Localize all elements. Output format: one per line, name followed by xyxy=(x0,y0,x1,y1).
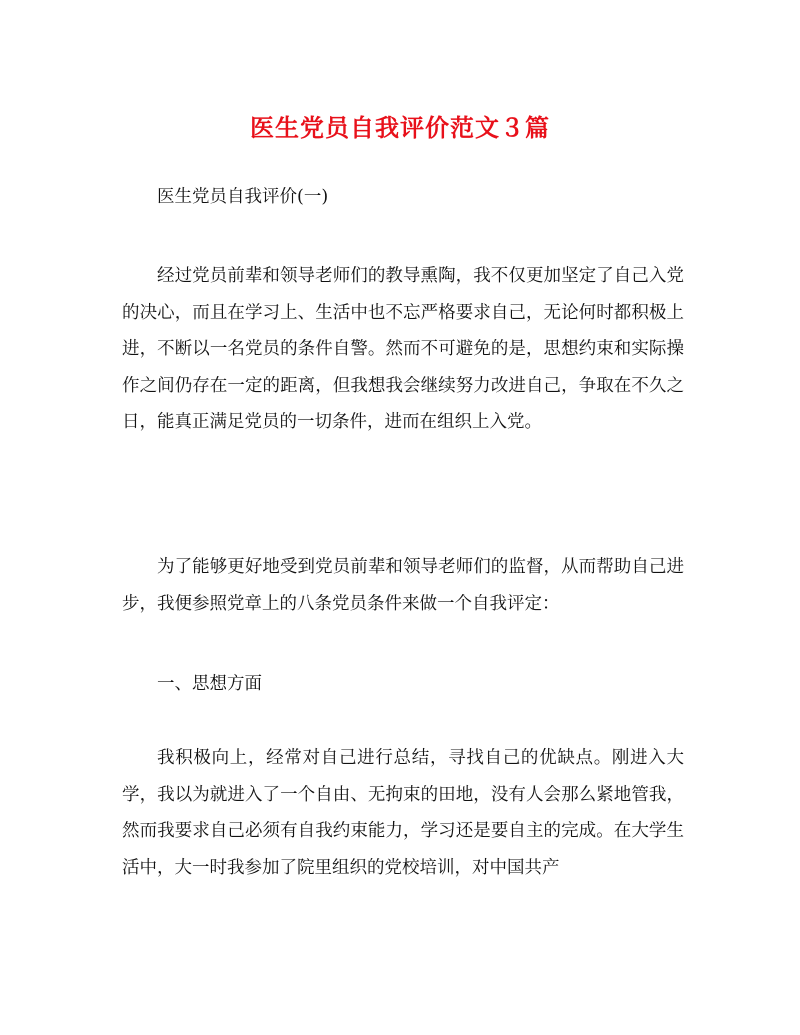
paragraph-2: 为了能够更好地受到党员前辈和领导老师们的监督，从而帮助自己进步，我便参照党章上的八条党员条件来做一个自我评定： xyxy=(122,557,684,614)
section-heading: 一、思想方面 xyxy=(157,674,262,694)
paragraph-1: 经过党员前辈和领导老师们的教导熏陶，我不仅更加坚定了自己入党的决心，而且在学习上、生活中也不忘严格要求自己，无论何时都积极上进，不断以一名党员的条件自警。然而不可避免的是，思想约束和实际操作之间仍存在一定的距离，但我想我会继续努力改进自己，争取在不久之日，能真正满足党员的一切条件，进而在组织上入党。 xyxy=(122,266,684,432)
paragraph-3: 我积极向上，经常对自己进行总结，寻找自己的优缺点。刚进入大学，我以为就进入了一个自由、无拘束的田地，没有人会那么紧地管我，然而我要求自己必须有自我约束能力，学习还是要自主的完成。在大学生活中，大一时我参加了院里组织的党校培训，对中国共产 xyxy=(122,748,684,878)
document-title: 医生党员自我评价范文３篇 xyxy=(250,113,550,142)
document-subtitle: 医生党员自我评价(一) xyxy=(157,187,329,207)
